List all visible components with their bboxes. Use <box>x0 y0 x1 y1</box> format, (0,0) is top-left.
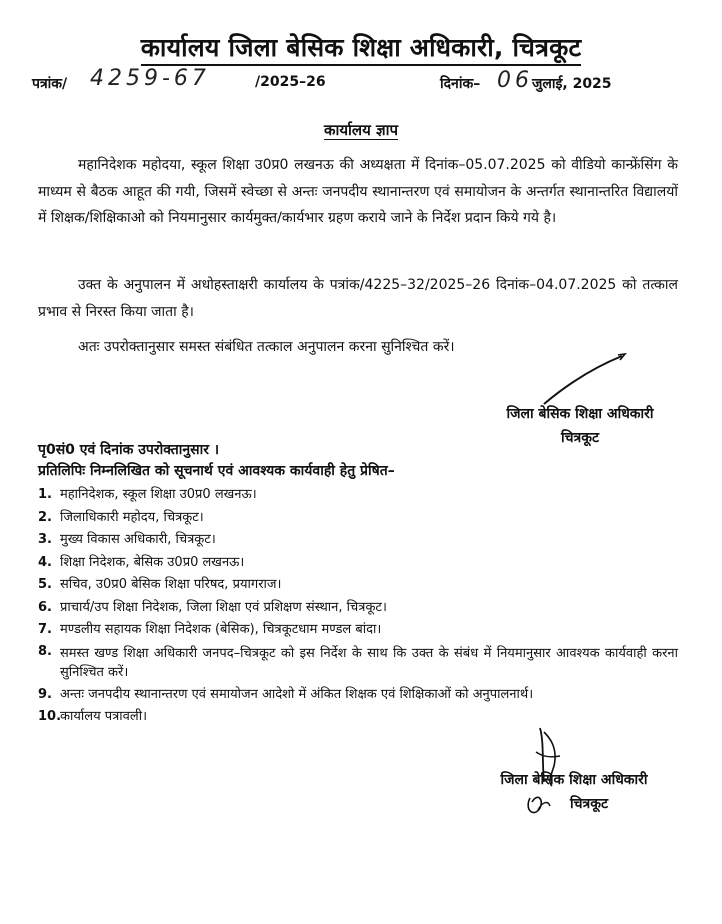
signature-place: चित्रकूट <box>569 796 609 812</box>
list-item: 4. शिक्षा निदेशक, बेसिक उ0प्र0 लखनऊ। <box>38 554 245 570</box>
copy-recipient-list <box>38 484 678 729</box>
copy-reference-line: पृ0सं0 एवं दिनांक उपरोक्तानुसार । <box>38 442 220 458</box>
copy-heading: प्रतिलिपिः निम्नलिखित को सूचनार्थ एवं आवश्यक कार्यवाही हेतु प्रेषित– <box>38 463 395 479</box>
memo-title: कार्यालय ज्ञाप <box>323 121 399 139</box>
list-item: 9. अन्तः जनपदीय स्थानान्तरण एवं समायोजन आदेशो में अंकित शिक्षक एवं शिक्षिकाओं को अनुपालनार्थ। <box>38 686 534 702</box>
list-item: 8. समस्त खण्ड शिक्षा अधिकारी जनपद–चित्रकूट को इस निर्देश के साथ कि उक्त के संबंध में नियमानुसार आवश्यक कार्यवाही करना सुनिश्चित करें। <box>38 643 678 680</box>
list-item: 10. कार्यालय पत्रावली। <box>38 709 148 724</box>
letter-number-suffix: /2025–26 <box>255 74 326 90</box>
memo-paragraph-1: महानिदेशक महोदया, स्कूल शिक्षा उ0प्र0 लखनऊ की अध्यक्षता में दिनांक–05.07.2025 को वीडियो कान्फ्रेंसिंग के माध्यम से बैठक आहूत की गयी, जिसमें स्वेच्छा से अन्तः जनपदीय स्थानान्तरण एवं समायोजन के अन्तर्गत स्थानान्तरित विद्यालयों में शिक्षक/शिक्षिकाओ को नियमानुसार कार्यमुक्त/कार्यभार ग्रहण कराये जाने के निर्देश प्रदान किये गये है। <box>38 157 678 226</box>
list-item: 5. सचिव, उ0प्र0 बेसिक शिक्षा परिषद, प्रयागराज। <box>38 577 282 592</box>
date-label: दिनांक– <box>440 76 481 92</box>
letter-number: पत्रांक/ <box>32 76 68 92</box>
signature-designation: जिला बेसिक शिक्षा अधिकारी <box>500 772 648 788</box>
list-item: 6. प्राचार्य/उप शिक्षा निदेशक, जिला शिक्षा एवं प्रशिक्षण संस्थान, चित्रकूट। <box>38 599 387 615</box>
memo-paragraph-2: उक्त के अनुपालन में अधोहस्ताक्षरी कार्यालय के पत्रांक/4225–32/2025–26 दिनांक–04.07.2025 को तत्काल प्रभाव से निरस्त किया जाता है। <box>38 277 678 320</box>
list-item: 1. महानिदेशक, स्कूल शिक्षा उ0प्र0 लखनऊ। <box>38 487 257 502</box>
list-item: 7. मण्डलीय सहायक शिक्षा निदेशक (बेसिक), चित्रकूटधाम मण्डल बांदा। <box>38 622 382 637</box>
date-suffix: जुलाई, 2025 <box>532 76 612 92</box>
list-item: 2. जिलाधिकारी महोदय, चित्रकूट। <box>38 509 204 525</box>
list-item: 3. मुख्य विकास अधिकारी, चित्रकूट। <box>38 532 216 547</box>
signature-designation: जिला बेसिक शिक्षा अधिकारी <box>506 406 654 422</box>
date-handwritten: 06 <box>497 68 533 93</box>
memo-paragraph-3: अतः उपरोक्तानुसार समस्त संबंधित तत्काल अनुपालन करना सुनिश्चित करें। <box>78 339 455 355</box>
signature-place: चित्रकूट <box>560 430 600 446</box>
signature-block-1 <box>485 402 675 450</box>
signature-block-2 <box>474 768 674 816</box>
office-title: कार्यालय जिला बेसिक शिक्षा अधिकारी, चित्रकूट <box>0 30 722 64</box>
letter-number-handwritten: 4259-67 <box>90 66 210 91</box>
